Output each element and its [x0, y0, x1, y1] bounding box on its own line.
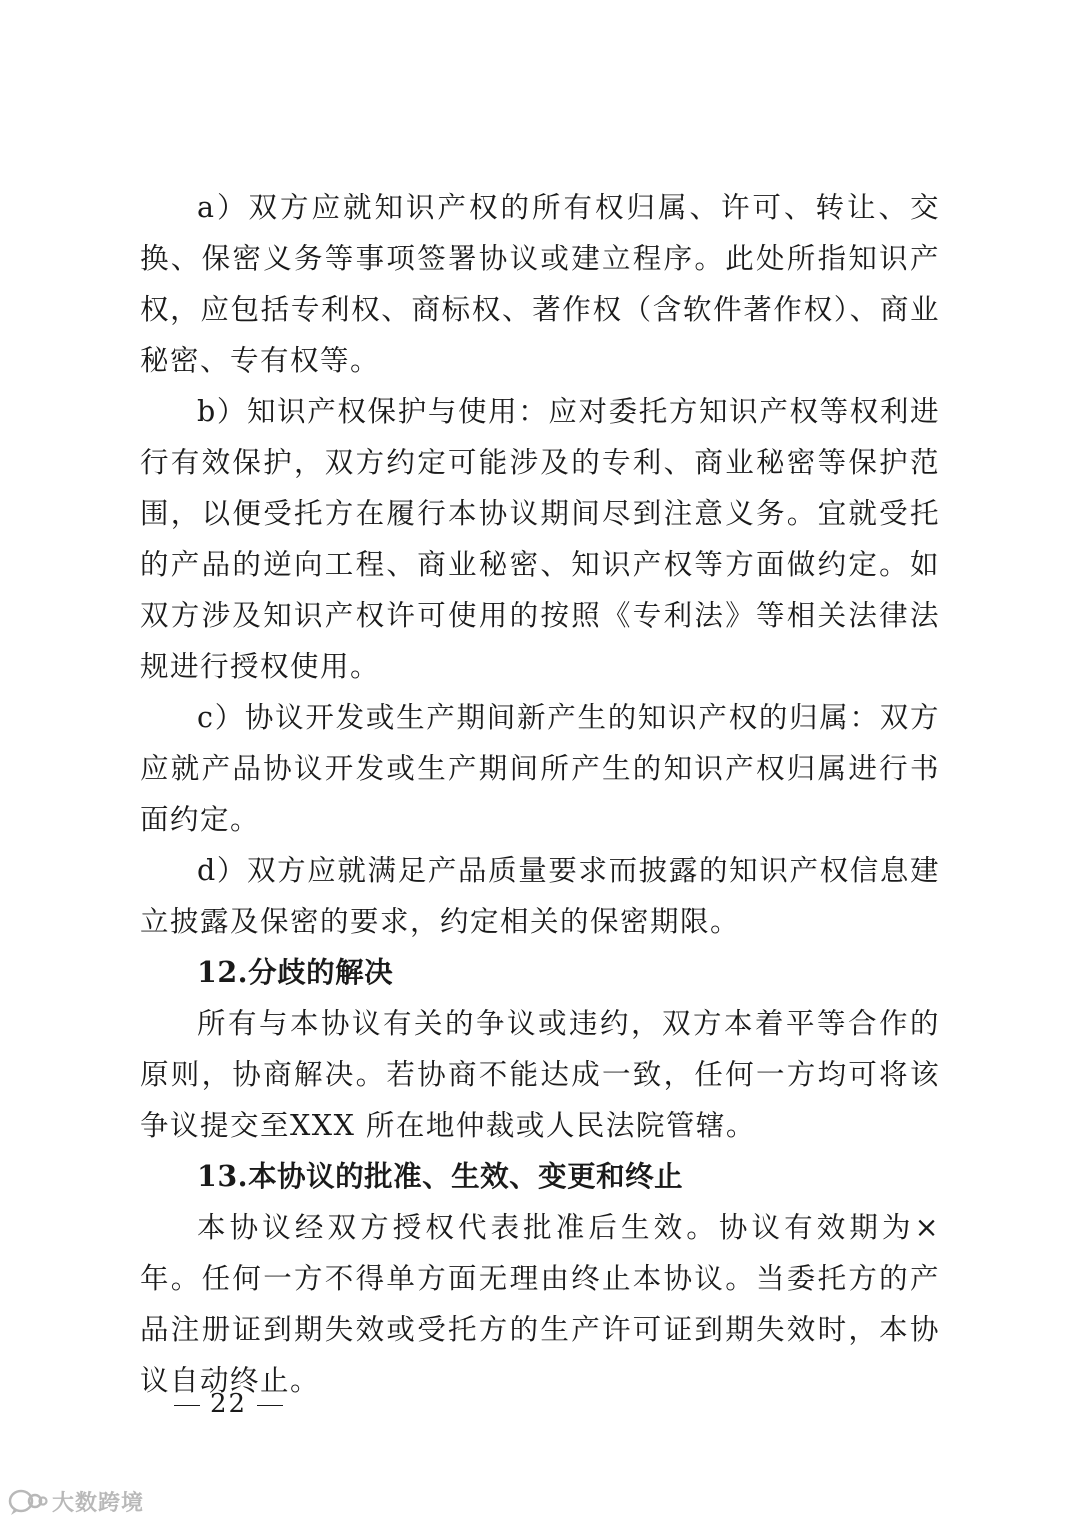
- paragraph-c: c）协议开发或生产期间新产生的知识产权的归属：双方应就产品协议开发或生产期间所产生的知识产权归属进行书面约定。: [140, 701, 940, 836]
- paragraph-a: a）双方应就知识产权的所有权归属、许可、转让、交换、保密义务等事项签署协议或建立程序。此处所指知识产权，应包括专利权、商标权、著作权（含软件著作权）、商业秘密、专有权等。: [140, 191, 940, 377]
- section-13-heading: 13.本协议的批准、生效、变更和终止: [197, 1159, 684, 1193]
- section-13-body: 本协议经双方授权代表批准后生效。协议有效期为×年。任何一方不得单方面无理由终止本协议。当委托方的产品注册证到期失效或受托方的生产许可证到期失效时，本协议自动终止。: [140, 1211, 940, 1397]
- watermark-text: 大数跨境: [52, 1491, 145, 1516]
- chat-bubble-logo-icon: [8, 1487, 48, 1517]
- paragraph-b: b）知识产权保护与使用：应对委托方知识产权等权利进行有效保护，双方约定可能涉及的专利、商业秘密等保护范围，以便受托方在履行本协议期间尽到注意义务。宜就受托的产品的逆向工程、商业秘密、知识产权等方面做约定。如双方涉及知识产权许可使用的按照《专利法》等相关法律法规进行授权使用。: [140, 395, 940, 683]
- section-12-body: 所有与本协议有关的争议或违约，双方本着平等合作的原则，协商解决。若协商不能达成一致，任何一方均可将该争议提交至XXX 所在地仲裁或人民法院管辖。: [140, 1007, 940, 1142]
- page-footer: [164, 1384, 293, 1424]
- footer-dash-right: [257, 1405, 283, 1406]
- paragraph-d: d）双方应就满足产品质量要求而披露的知识产权信息建立披露及保密的要求，约定相关的保密期限。: [140, 854, 940, 938]
- watermark: [8, 1486, 144, 1517]
- footer-dash-left: [174, 1405, 200, 1406]
- document-body: [140, 182, 940, 1406]
- page-number: 22: [210, 1389, 248, 1419]
- section-12-heading: 12.分歧的解决: [197, 955, 394, 989]
